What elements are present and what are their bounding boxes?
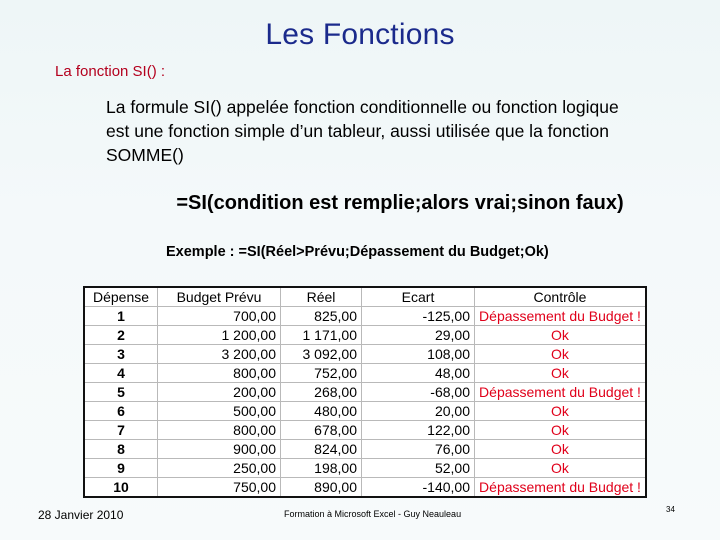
table-row xyxy=(84,364,646,383)
paragraph-line: La formule SI() appelée fonction conditionnelle ou fonction logique xyxy=(106,97,619,117)
cell-ecart: -68,00 xyxy=(362,383,475,402)
cell-depense: 3 xyxy=(84,345,158,364)
paragraph-line: est une fonction simple d’un tableur, aussi utilisée que la fonction xyxy=(106,121,609,141)
cell-controle: Ok xyxy=(475,345,647,364)
cell-controle: Ok xyxy=(475,364,647,383)
paragraph-line: SOMME() xyxy=(106,145,184,165)
cell-depense: 9 xyxy=(84,459,158,478)
table-row xyxy=(84,478,646,498)
cell-reel: 3 092,00 xyxy=(281,345,362,364)
cell-controle: Dépassement du Budget ! xyxy=(475,383,647,402)
header-budget-prevu: Budget Prévu xyxy=(158,287,281,307)
section-subtitle: La fonction SI() : xyxy=(55,63,166,80)
cell-controle: Ok xyxy=(475,440,647,459)
cell-controle: Ok xyxy=(475,402,647,421)
cell-depense: 4 xyxy=(84,364,158,383)
spreadsheet-table xyxy=(83,286,647,498)
slide-title: Les Fonctions xyxy=(265,18,455,51)
cell-budget-prevu: 750,00 xyxy=(158,478,281,498)
cell-controle: Ok xyxy=(475,326,647,345)
cell-budget-prevu: 800,00 xyxy=(158,421,281,440)
cell-depense: 8 xyxy=(84,440,158,459)
description-paragraph xyxy=(106,95,706,167)
formula-syntax: =SI(condition est remplie;alors vrai;sinon faux) xyxy=(176,192,624,214)
table-row xyxy=(84,459,646,478)
header-depense: Dépense xyxy=(84,287,158,307)
cell-controle: Ok xyxy=(475,421,647,440)
header-ecart: Ecart xyxy=(362,287,475,307)
cell-reel: 678,00 xyxy=(281,421,362,440)
cell-budget-prevu: 500,00 xyxy=(158,402,281,421)
table-row xyxy=(84,383,646,402)
cell-budget-prevu: 900,00 xyxy=(158,440,281,459)
cell-reel: 198,00 xyxy=(281,459,362,478)
cell-depense: 1 xyxy=(84,307,158,326)
cell-ecart: 108,00 xyxy=(362,345,475,364)
table-row xyxy=(84,345,646,364)
cell-reel: 752,00 xyxy=(281,364,362,383)
table-row xyxy=(84,307,646,326)
cell-ecart: 48,00 xyxy=(362,364,475,383)
table-row xyxy=(84,402,646,421)
cell-controle: Ok xyxy=(475,459,647,478)
cell-depense: 6 xyxy=(84,402,158,421)
cell-ecart: 122,00 xyxy=(362,421,475,440)
cell-budget-prevu: 200,00 xyxy=(158,383,281,402)
header-reel: Réel xyxy=(281,287,362,307)
table-row xyxy=(84,326,646,345)
cell-budget-prevu: 1 200,00 xyxy=(158,326,281,345)
header-controle: Contrôle xyxy=(475,287,647,307)
cell-controle: Dépassement du Budget ! xyxy=(475,478,647,498)
cell-depense: 5 xyxy=(84,383,158,402)
cell-budget-prevu: 3 200,00 xyxy=(158,345,281,364)
cell-depense: 7 xyxy=(84,421,158,440)
cell-controle: Dépassement du Budget ! xyxy=(475,307,647,326)
table-header-row xyxy=(84,287,646,307)
cell-budget-prevu: 800,00 xyxy=(158,364,281,383)
example-formula: =SI(Réel>Prévu;Dépassement du Budget;Ok) xyxy=(238,244,549,260)
cell-ecart: 52,00 xyxy=(362,459,475,478)
cell-budget-prevu: 700,00 xyxy=(158,307,281,326)
cell-ecart: -140,00 xyxy=(362,478,475,498)
cell-reel: 825,00 xyxy=(281,307,362,326)
example-line xyxy=(166,244,549,260)
cell-budget-prevu: 250,00 xyxy=(158,459,281,478)
cell-reel: 268,00 xyxy=(281,383,362,402)
cell-reel: 890,00 xyxy=(281,478,362,498)
footer-credit: Formation à Microsoft Excel - Guy Neauleau xyxy=(284,509,462,519)
cell-ecart: 29,00 xyxy=(362,326,475,345)
cell-ecart: 76,00 xyxy=(362,440,475,459)
cell-reel: 480,00 xyxy=(281,402,362,421)
example-prefix: Exemple : xyxy=(166,244,239,260)
table-row xyxy=(84,440,646,459)
page-number: 34 xyxy=(666,505,675,514)
cell-ecart: -125,00 xyxy=(362,307,475,326)
footer-date: 28 Janvier 2010 xyxy=(38,508,124,522)
cell-ecart: 20,00 xyxy=(362,402,475,421)
cell-reel: 1 171,00 xyxy=(281,326,362,345)
cell-depense: 10 xyxy=(84,478,158,498)
cell-depense: 2 xyxy=(84,326,158,345)
cell-reel: 824,00 xyxy=(281,440,362,459)
table-row xyxy=(84,421,646,440)
